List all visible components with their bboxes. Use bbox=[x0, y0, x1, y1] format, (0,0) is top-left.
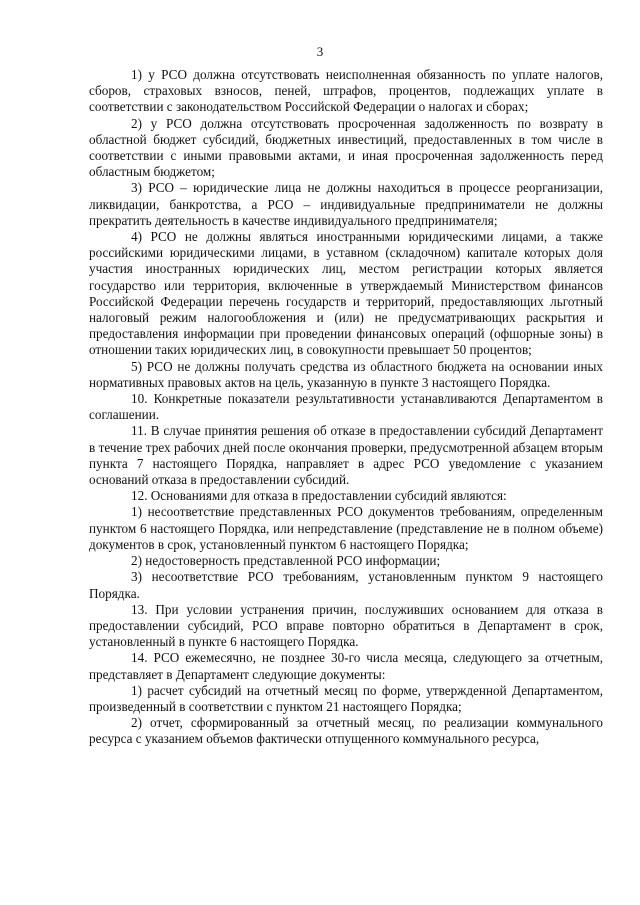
document-body bbox=[89, 67, 603, 748]
paragraph-12-3: 3) несоответствие РСО требованиям, установленным пунктом 9 настоящего Порядка. bbox=[89, 569, 603, 601]
paragraph-9-2: 2) у РСО должна отсутствовать просроченная задолженность по возврату в областной бюджет субсидий, бюджетных инвестиций, предоставленных в том числе в соответствии с иными правовыми актами, и иная просроченная задолженность перед областным бюджетом; bbox=[89, 115, 603, 180]
paragraph-11: 11. В случае принятия решения об отказе в предоставлении субсидий Департамент в течение трех рабочих дней после окончания проверки, предусмотренной абзацем вторым пункта 7 настоящего Порядка, направляет в адрес РСО уведомление с указанием оснований отказа в предоставлении субсидий. bbox=[89, 423, 603, 488]
paragraph-9-5: 5) РСО не должны получать средства из областного бюджета на основании иных нормативных правовых актов на цель, указанную в пункте 3 настоящего Порядка. bbox=[89, 358, 603, 390]
paragraph-9-3: 3) РСО – юридические лица не должны находиться в процессе реорганизации, ликвидации, банкротства, а РСО – индивидуальные предприниматели не должны прекратить деятельность в качестве индивидуального предпринимателя; bbox=[89, 180, 603, 228]
paragraph-13: 13. При условии устранения причин, послуживших основанием для отказа в предоставлении субсидий, РСО вправе повторно обратиться в Департамент в срок, установленный в пункте 6 настоящего Порядка. bbox=[89, 601, 603, 650]
paragraph-9-4: 4) РСО не должны являться иностранными юридическими лицами, а также российскими юридическими лицами, в уставном (складочном) капитале которых доля участия иностранных юридических лиц, местом регистрации которых является государство или территория, включенные в утверждаемый Министерством финансов Российской Федерации перечень государств и территорий, предоставляющих льготный налоговый режим налогообложения и (или) не предусматривающих раскрытия и предоставления информации при проведении финансовых операций (офшорные зоны) в отношении таких юридических лиц, в совокупности превышает 50 процентов; bbox=[89, 229, 603, 358]
paragraph-10: 10. Конкретные показатели результативности устанавливаются Департаментом в соглашении. bbox=[89, 391, 603, 423]
paragraph-14-1: 1) расчет субсидий на отчетный месяц по форме, утвержденной Департаментом, произведенный в соответствии с пунктом 21 настоящего Порядка; bbox=[89, 682, 603, 714]
page-number: 3 bbox=[316, 44, 324, 59]
paragraph-12-1: 1) несоответствие представленных РСО документов требованиям, определенным пунктом 6 настоящего Порядка, или непредставление (представление не в полном объеме) документов в срок, установленный пунктом 6 настоящего Порядка; bbox=[89, 504, 603, 552]
paragraph-14-2: 2) отчет, сформированный за отчетный месяц, по реализации коммунального ресурса с указанием объемов фактически отпущенного коммунального ресурса, bbox=[89, 715, 603, 747]
paragraph-12-2: 2) недостоверность представленной РСО информации; bbox=[131, 553, 441, 569]
paragraph-12: 12. Основаниями для отказа в предоставлении субсидий являются: bbox=[131, 488, 507, 504]
paragraph-9-1: 1) у РСО должна отсутствовать неисполненная обязанность по уплате налогов, сборов, страховых взносов, пеней, штрафов, процентов, подлежащих уплате в соответствии с законодательством Российской Федерации о налогах и сборах; bbox=[89, 67, 603, 115]
paragraph-14: 14. РСО ежемесячно, не позднее 30-го числа месяца, следующего за отчетным, представляет в Департамент следующие документы: bbox=[89, 650, 603, 682]
